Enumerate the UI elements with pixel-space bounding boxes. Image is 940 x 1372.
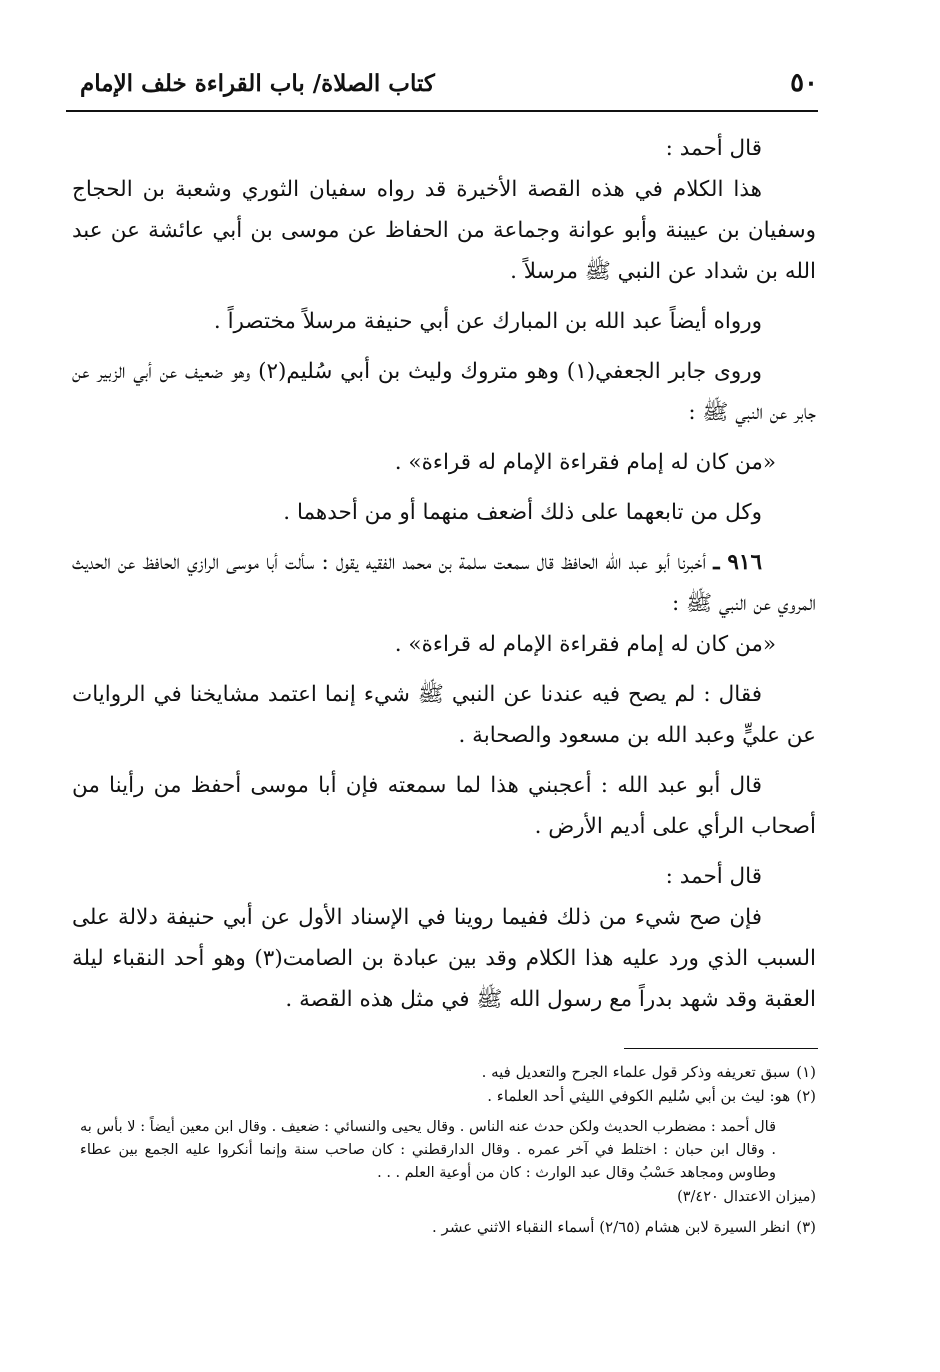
footnote-text: سبق تعريفه وذكر قول علماء الجرح والتعديل فيه . [481, 1063, 791, 1081]
paragraph: ورواه أيضاً عبد الله بن المبارك عن أبي حنيفة مرسلاً مختصراً . [213, 309, 762, 334]
footnote-3 [80, 1215, 816, 1239]
footnote-marker: (٣) [796, 1218, 816, 1236]
paragraph: قال أحمد : [665, 864, 762, 889]
page-number: ٥٠ [790, 68, 818, 98]
paragraph: فإن صح شيء من ذلك ففيما روينا في الإسناد الأول عن أبي حنيفة دلالة على السبب الذي ورد عليه هذا الكلام وقد بين عبادة بن الصامت(٣) وهو أحد النقباء ليلة العقبة وقد شهد بدراً مع رسول الله ﷺ في مثل هذه القصة . [72, 905, 817, 1012]
footnote-2 [80, 1084, 816, 1108]
hadith-entry [72, 542, 816, 624]
hadith-quote: «من كان له إمام فقراءة الإمام له قراءة» . [394, 450, 776, 475]
paragraph: قال أبو عبد الله : أعجبني هذا لما سمعته فإن أبا موسى أحفظ من رأينا من أصحاب الرأي على أديم الأرض . [72, 773, 816, 839]
footnote-divider [624, 1048, 818, 1049]
footnote-text: انظر السيرة لابن هشام (٢/٦٥) أسماء النقباء الاثني عشر . [432, 1218, 791, 1236]
hadith-text: أخبرنا أبو عبد الله الحافظ قال سمعت سلمة بن محمد الفقيه يقول : سألت أبا موسى الرازي الحافظ عن الحديث المروي عن النبي ﷺ : [72, 550, 816, 616]
footnotes [80, 1060, 816, 1239]
paragraph: وروى جابر الجعفي(١) وهو متروك وليث بن أبي سُليم(٢) وهو ضعيف عن أبي الزبير عن جابر عن النبي ﷺ : [72, 359, 816, 425]
paragraph: قال أحمد : [665, 136, 762, 161]
reference-text: (ميزان الاعتدال ٣/٤٢٠) [677, 1189, 816, 1205]
paragraph: فقال : لم يصح فيه عندنا عن النبي ﷺ شيء إنما اعتمد مشايخنا في الروايات عن عليٍّ وعبد الله بن مسعود والصحابة . [72, 682, 816, 748]
hadith-quote: «من كان له إمام فقراءة الإمام له قراءة» . [394, 632, 776, 657]
footnote-text: هو: ليث بن أبي سُليم الكوفي الليثي أحد العلماء . [487, 1087, 791, 1105]
footnote-2-reference [80, 1185, 816, 1209]
footnote-marker: (١) [796, 1063, 816, 1081]
running-title: كتاب الصلاة/ باب القراءة خلف الإمام [80, 70, 435, 97]
page-header [80, 68, 818, 104]
main-text [72, 128, 816, 1029]
paragraph: هذا الكلام في هذه القصة الأخيرة قد رواه سفيان الثوري وشعبة بن الحجاج وسفيان بن عيينة وأبو عوانة وجماعة من الحفاظ عن موسى بن أبي عائشة عن عبد الله بن شداد عن النبي ﷺ مرسلاً . [72, 177, 816, 284]
footnote-marker: (٢) [796, 1087, 816, 1105]
footnote-1 [80, 1060, 816, 1084]
paragraph: وكل من تابعهما على ذلك أضعف منهما أو من أحدهما . [283, 500, 762, 525]
hadith-number: ٩١٦ ـ [713, 550, 762, 575]
header-divider [66, 110, 818, 112]
footnote-2-detail: قال أحمد : مضطرب الحديث ولكن حدث عنه الناس . وقال يحيى والنسائي : ضعيف . وقال ابن معين أيضاً : لا بأس به . وقال ابن حبان : اختلط في آخر عمره . وقال الدارقطني : كان صاحب سنة وإنما أنكروا عليه الجمع بين عطاء وطاوس ومجاهد حَسْبُ وقال عبد الوارث : كان من أوعية العلم . . . [80, 1119, 776, 1181]
